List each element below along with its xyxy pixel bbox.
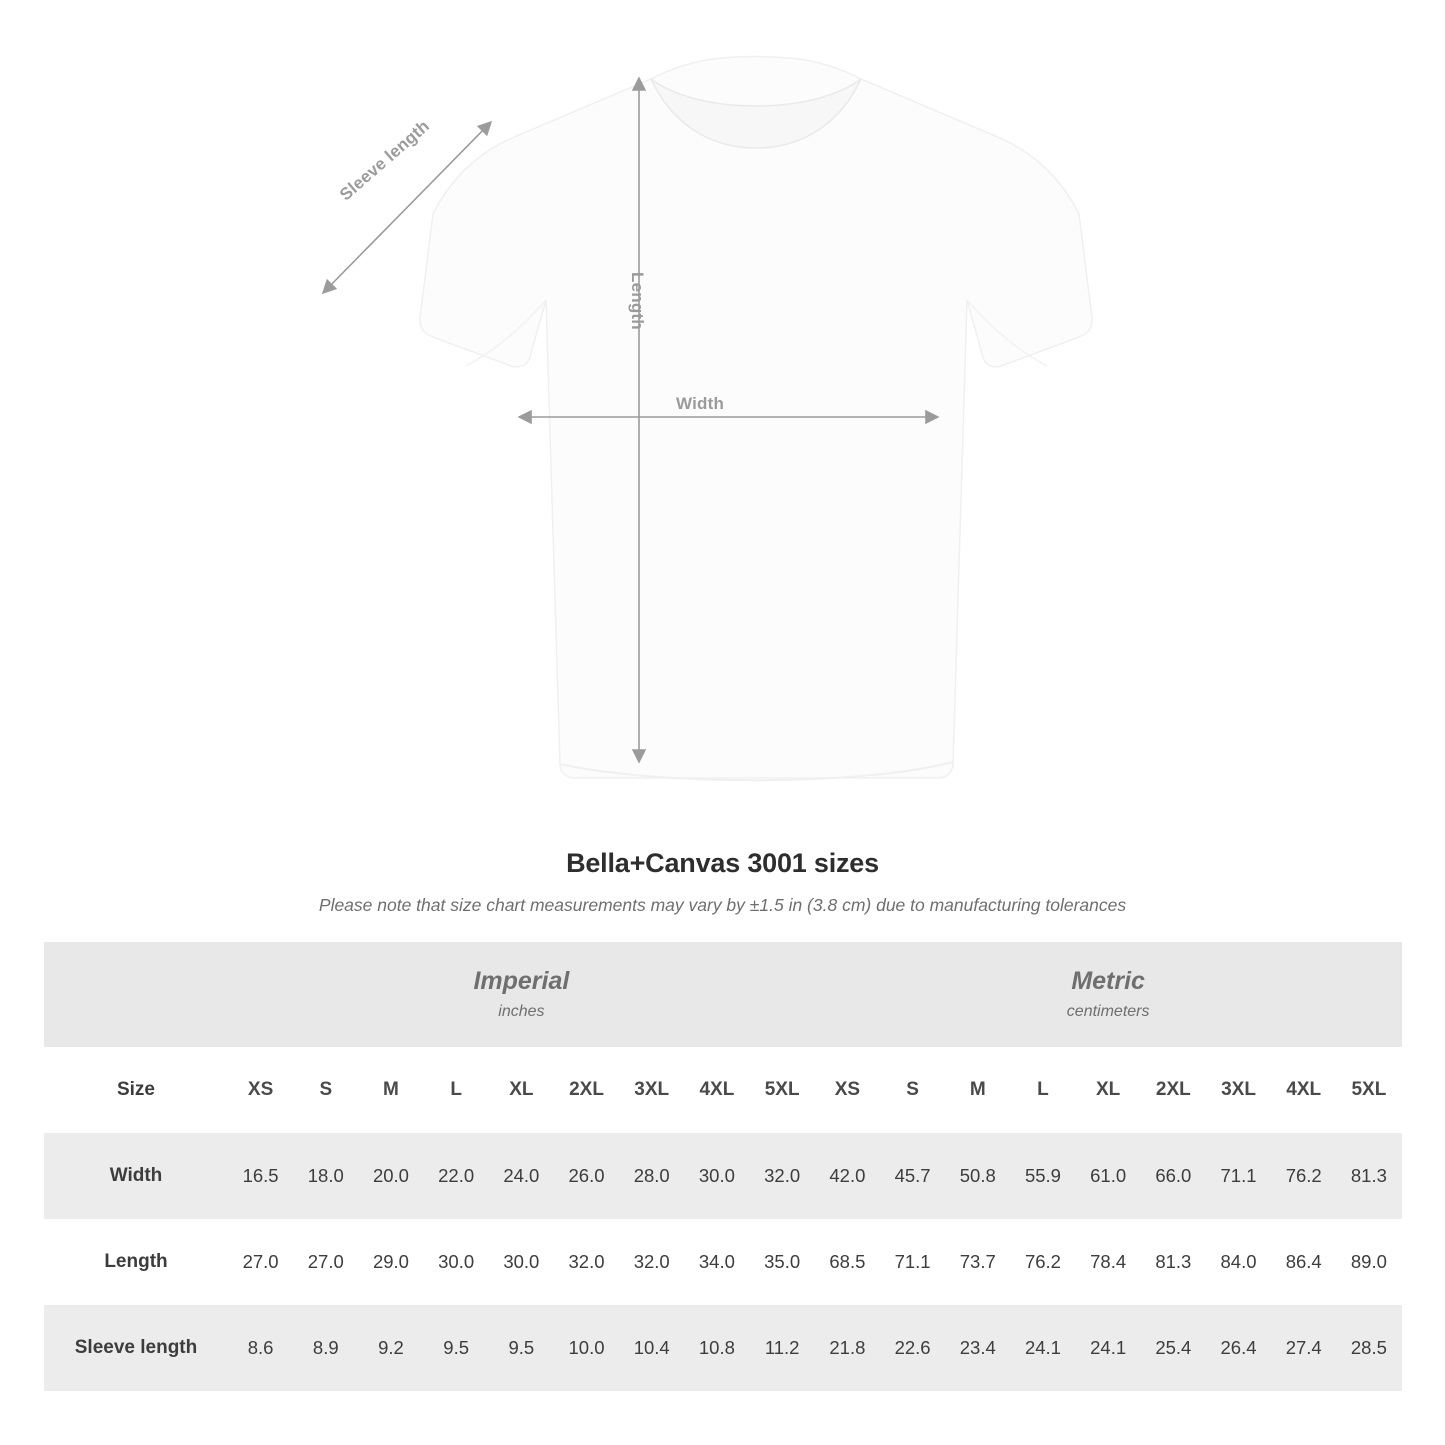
table-cell: 76.2 [1271,1133,1336,1219]
table-cell: 27.4 [1271,1305,1336,1391]
length-label: Length [628,272,647,330]
table-cell: 42.0 [815,1133,880,1219]
table-cell: 9.2 [358,1305,423,1391]
table-cell: 30.0 [489,1219,554,1305]
table-cell: 21.8 [815,1305,880,1391]
table-cell: 26.0 [554,1133,619,1219]
table-cell: 55.9 [1010,1133,1075,1219]
col-header-cell: S [293,1047,358,1133]
width-label: Width [676,394,725,413]
table-cell: 27.0 [228,1219,293,1305]
table-cell: 89.0 [1336,1219,1401,1305]
table-cell: 26.4 [1206,1305,1271,1391]
row-label-width: Width [44,1133,228,1219]
table-cell: 8.6 [228,1305,293,1391]
table-cell: 76.2 [1010,1219,1075,1305]
table-cell: 11.2 [750,1305,815,1391]
col-header-cell: 5XL [1336,1047,1401,1133]
table-cell: 23.4 [945,1305,1010,1391]
table-row [44,1219,1402,1305]
table-cell: 73.7 [945,1219,1010,1305]
table-cell: 25.4 [1141,1305,1206,1391]
table-cell: 86.4 [1271,1219,1336,1305]
table-cell: 28.5 [1336,1305,1401,1391]
table-cell: 66.0 [1141,1133,1206,1219]
table-cell: 34.0 [684,1219,749,1305]
size-header-cell: Size [44,1047,228,1133]
table-cell: 10.4 [619,1305,684,1391]
table-cell: 61.0 [1076,1133,1141,1219]
col-header-cell: 4XL [684,1047,749,1133]
table-cell: 24.0 [489,1133,554,1219]
size-table-wrapper [0,942,1445,1391]
table-cell: 29.0 [358,1219,423,1305]
col-header-cell: 5XL [750,1047,815,1133]
row-label-length: Length [44,1219,228,1305]
table-cell: 45.7 [880,1133,945,1219]
col-header-cell: 2XL [554,1047,619,1133]
table-cell: 84.0 [1206,1219,1271,1305]
col-header-cell: L [1010,1047,1075,1133]
col-header-cell: 3XL [619,1047,684,1133]
table-cell: 9.5 [424,1305,489,1391]
unit-metric-sub: centimeters [1066,1002,1150,1020]
col-header-cell: L [424,1047,489,1133]
col-header-cell: 3XL [1206,1047,1271,1133]
table-cell: 71.1 [1206,1133,1271,1219]
sleeve-length-label: Sleeve length [336,116,434,205]
unit-metric-name: Metric [1071,967,1145,996]
table-cell: 78.4 [1076,1219,1141,1305]
unit-header-row [44,942,1402,1047]
col-header-cell: M [945,1047,1010,1133]
col-header-cell: XL [1076,1047,1141,1133]
chart-heading [0,848,1445,916]
table-cell: 81.3 [1336,1133,1401,1219]
table-cell: 32.0 [619,1219,684,1305]
col-header-cell: 2XL [1141,1047,1206,1133]
table-cell: 20.0 [358,1133,423,1219]
table-cell: 50.8 [945,1133,1010,1219]
unit-imperial-sub: inches [498,1002,545,1020]
tshirt-shape [420,57,1092,781]
column-header-row [44,1047,1402,1133]
unit-metric-cell [815,942,1402,1047]
table-cell: 28.0 [619,1133,684,1219]
unit-spacer-cell [44,942,228,1047]
table-cell: 68.5 [815,1219,880,1305]
table-row [44,1305,1402,1391]
unit-imperial-cell [228,942,815,1047]
table-cell: 18.0 [293,1133,358,1219]
row-label-sleeve-length: Sleeve length [44,1305,228,1391]
table-cell: 10.8 [684,1305,749,1391]
table-cell: 16.5 [228,1133,293,1219]
table-cell: 22.0 [424,1133,489,1219]
page-title: Bella+Canvas 3001 sizes [566,848,879,878]
table-cell: 10.0 [554,1305,619,1391]
tolerance-note: Please note that size chart measurements may vary by ±1.5 in (3.8 cm) due to manufacturing tolerances [318,895,1127,915]
unit-imperial-name: Imperial [473,967,570,996]
col-header-cell: M [358,1047,423,1133]
col-header-cell: XL [489,1047,554,1133]
table-cell: 27.0 [293,1219,358,1305]
table-cell: 9.5 [489,1305,554,1391]
col-header-cell: XS [815,1047,880,1133]
table-cell: 8.9 [293,1305,358,1391]
table-cell: 30.0 [424,1219,489,1305]
size-table [44,942,1402,1391]
table-cell: 24.1 [1076,1305,1141,1391]
table-cell: 71.1 [880,1219,945,1305]
col-header-cell: XS [228,1047,293,1133]
table-row [44,1133,1402,1219]
table-cell: 81.3 [1141,1219,1206,1305]
table-cell: 32.0 [554,1219,619,1305]
col-header-cell: S [880,1047,945,1133]
table-cell: 35.0 [750,1219,815,1305]
table-cell: 32.0 [750,1133,815,1219]
col-header-cell: 4XL [1271,1047,1336,1133]
table-cell: 24.1 [1010,1305,1075,1391]
table-cell: 22.6 [880,1305,945,1391]
table-cell: 30.0 [684,1133,749,1219]
